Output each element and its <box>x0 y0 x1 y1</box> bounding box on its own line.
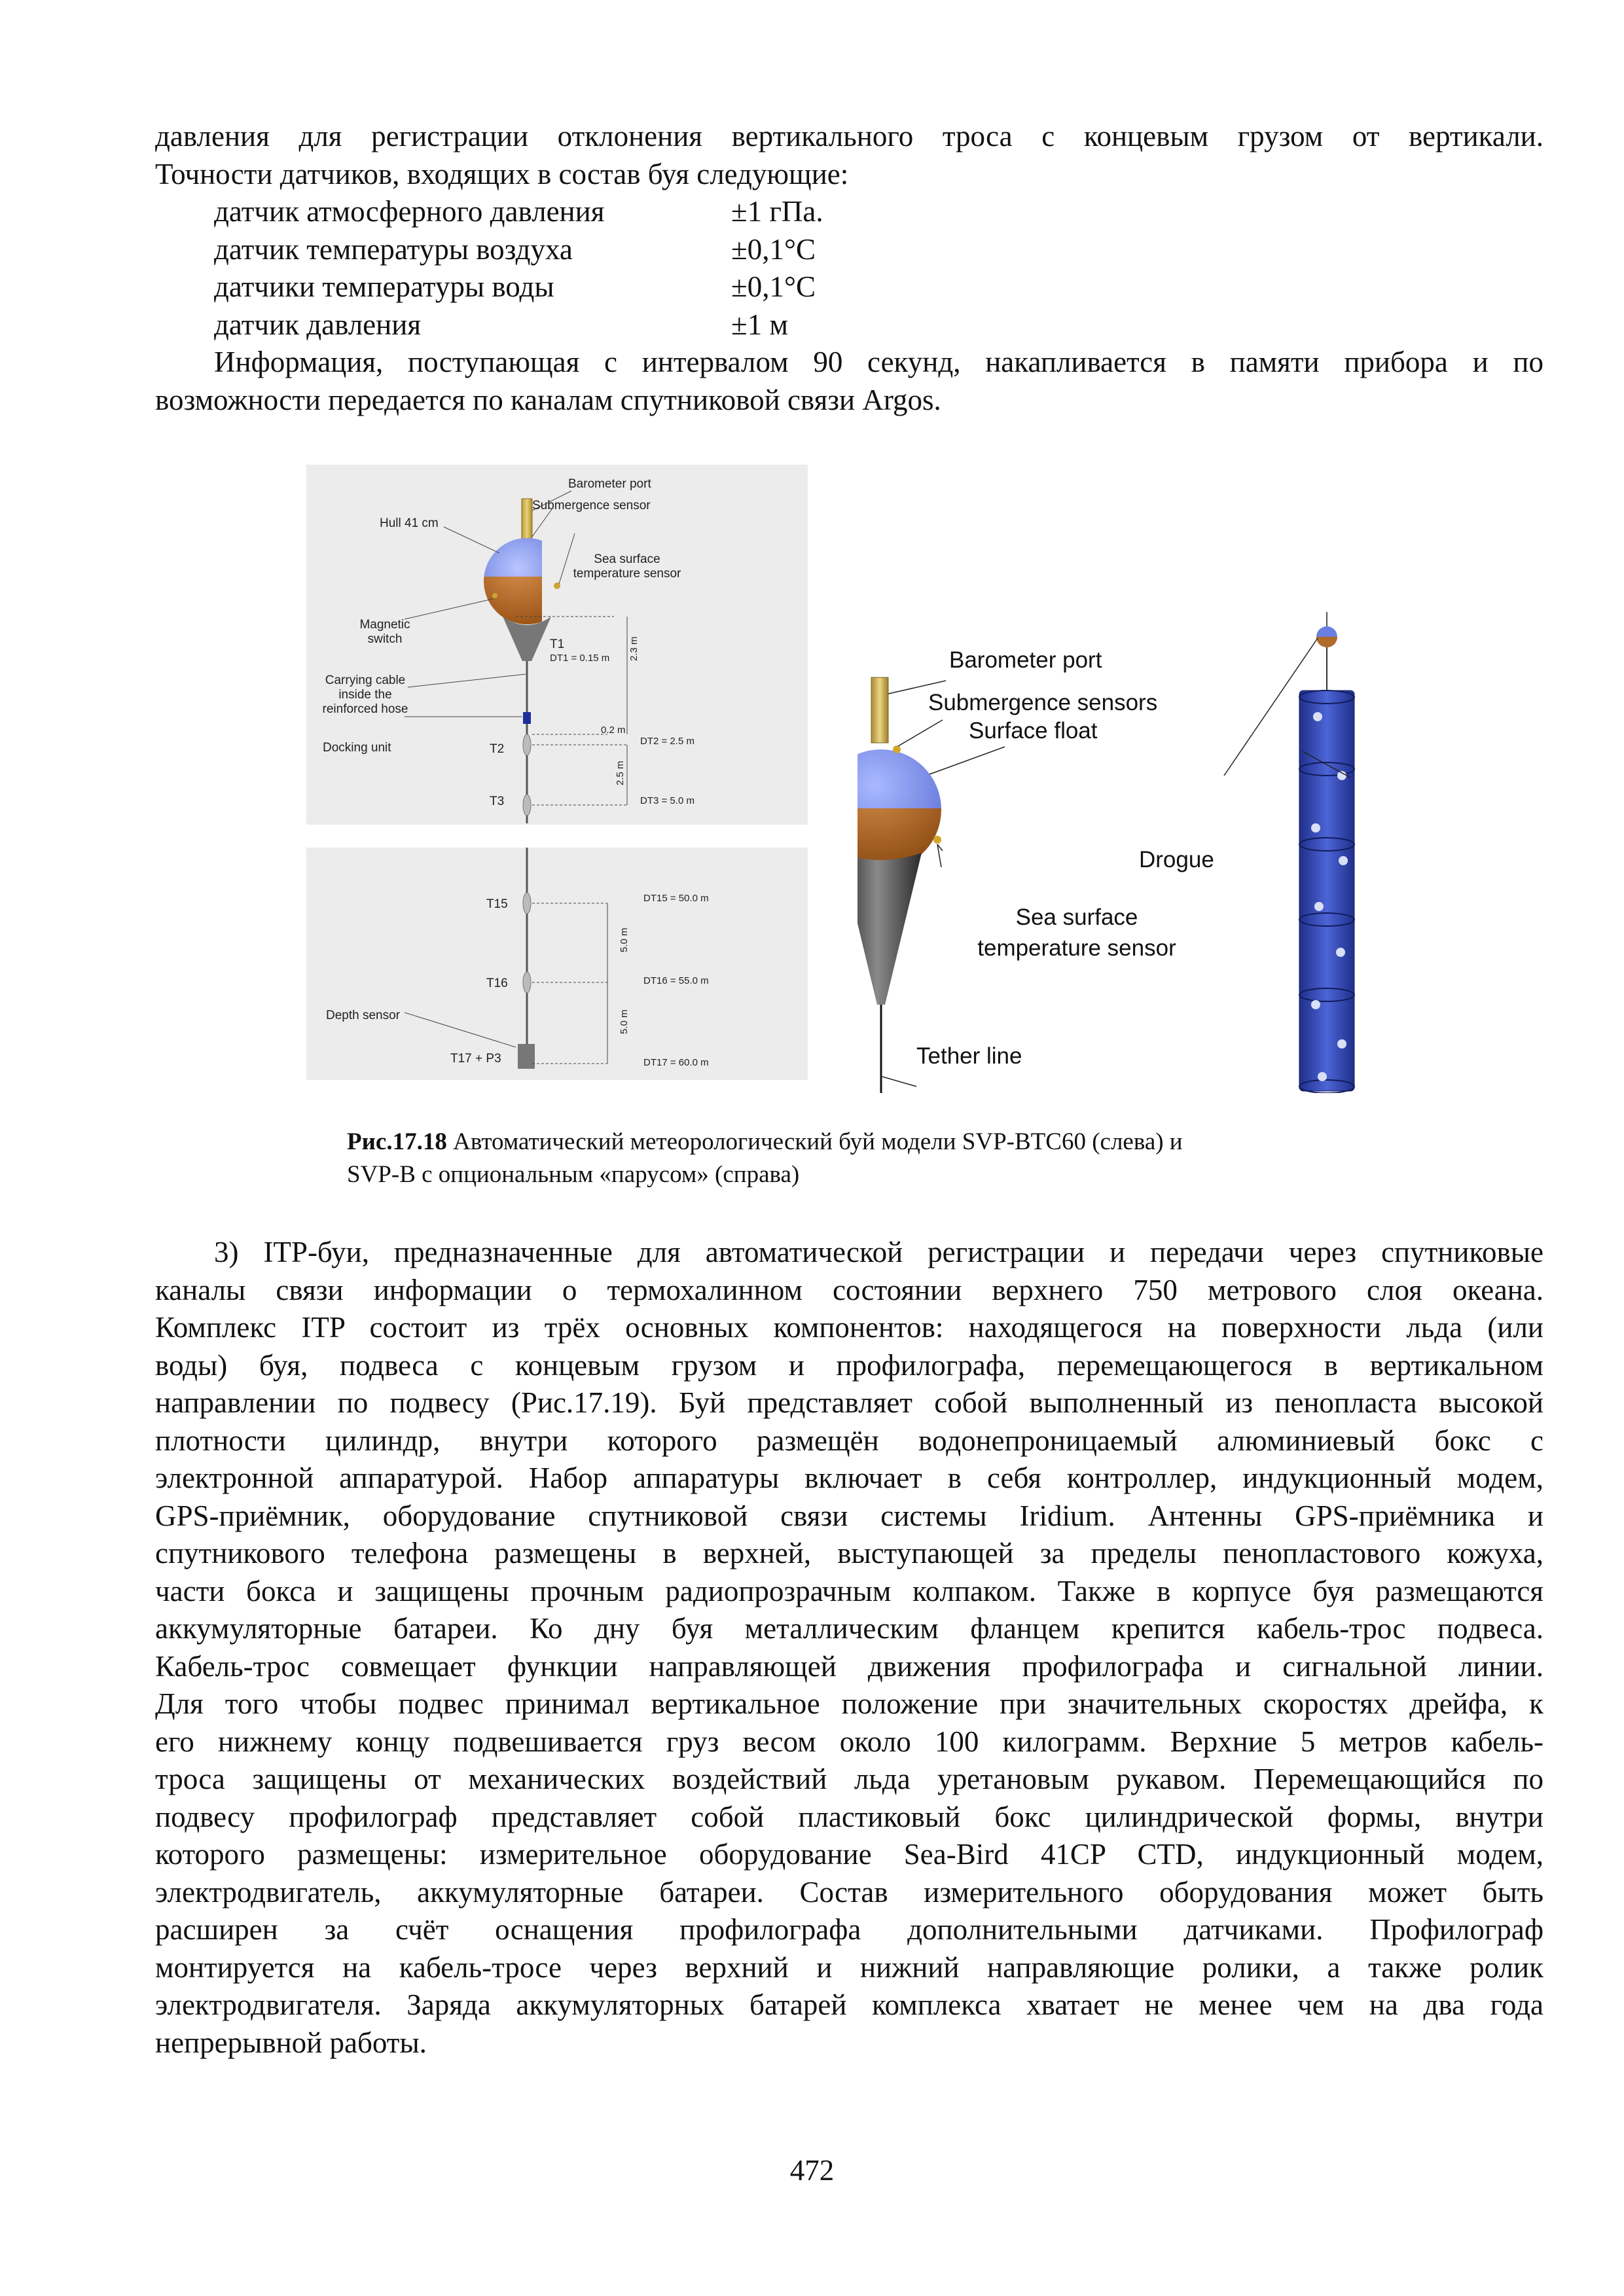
label-submergence-sensors: Submergence sensors <box>928 690 1158 715</box>
info-line: Информация, поступающая с интервалом 90 секунд, накапливается в памяти прибора и по <box>214 346 1543 378</box>
leader-depth-sensor <box>405 1013 516 1047</box>
submergence-sensor-dot <box>893 745 901 753</box>
sensor-t16 <box>523 972 531 993</box>
paragraph-line: Для того чтобы подвес принимал вертикальное положение при значительных скоростях дрейфа, к <box>155 1687 1543 1720</box>
intro-text <box>155 118 1543 419</box>
sensor-t2 <box>523 734 531 755</box>
svp-b-drifter-diagram <box>857 612 1404 1093</box>
sensor-accuracy: ±1 гПа. <box>731 195 823 228</box>
leader-tether <box>882 1077 916 1086</box>
paragraph-line: расширен за счёт оснащения профилографа дополнительными датчиками. Профилограф <box>155 1913 1543 1946</box>
label-t17: T17 + P3 <box>450 1052 501 1066</box>
leader-surface-float <box>929 747 1005 774</box>
label-dim-50b: 5.0 m <box>619 1009 630 1034</box>
label-docking-unit: Docking unit <box>323 741 391 755</box>
label-carrying-3: reinforced hose <box>322 702 408 716</box>
label-sst-2: temperature sensor <box>977 935 1176 961</box>
buoy-diagram-lower <box>306 848 808 1080</box>
caption-label: Рис.17.18 <box>347 1128 447 1155</box>
sensor-t3 <box>523 795 531 816</box>
label-dt3: DT3 = 5.0 m <box>640 795 695 806</box>
sensor-accuracy: ±1 м <box>731 308 788 341</box>
label-drogue: Drogue <box>1139 847 1214 872</box>
paragraph-line: его нижнему концу подвешивается груз весом около 100 килограмм. Верхние 5 метров кабель- <box>155 1725 1543 1758</box>
paragraph-line: подвесу профилограф представляет собой пластиковый бокс цилиндрической формы, внутри <box>155 1800 1543 1833</box>
sensor-accuracy: ±0,1°C <box>731 270 816 303</box>
paragraph-line: воды) буя, подвеса с концевым грузом и профилографа, перемещающегося в вертикальном <box>155 1348 1543 1382</box>
leader-submergence <box>898 720 943 746</box>
label-dt15: DT15 = 50.0 m <box>643 893 709 904</box>
label-dim-23: 2.3 m <box>628 636 640 661</box>
sensor-name: датчик атмосферного давления <box>214 195 605 228</box>
label-magnetic-1: Magnetic <box>359 618 410 632</box>
info-line: возможности передается по каналам спутниковой связи Argos. <box>155 383 941 416</box>
paragraph-line: 3) ITP-буи, предназначенные для автоматической регистрации и передачи через спутниковые <box>214 1236 1543 1268</box>
drogue-cylinder <box>1299 691 1354 1091</box>
buoy-diagram-upper <box>306 465 808 825</box>
label-carrying-2: inside the <box>338 688 392 702</box>
sensor-row <box>155 268 1543 306</box>
sensor-name: датчик температуры воздуха <box>214 232 573 266</box>
paragraph-line: каналы связи информации о термохалинном состоянии верхнего 750 метрового слоя океана. <box>155 1273 1543 1306</box>
drifter-float-bottom <box>1316 637 1337 647</box>
label-dim-50a: 5.0 m <box>619 927 630 952</box>
label-dt16: DT16 = 55.0 m <box>643 975 709 986</box>
paragraph-line: части бокса и защищены прочным радиопрозрачным колпаком. Также в корпусе буя размещаются <box>155 1574 1543 1607</box>
label-hull: Hull 41 cm <box>380 516 439 530</box>
paragraph-line: непрерывной работы. <box>155 2026 427 2059</box>
intro-line: давления для регистрации отклонения вертикального троса с концевым грузом от вертикали. <box>155 120 1543 152</box>
label-surface-float: Surface float <box>969 718 1098 744</box>
label-t2: T2 <box>490 742 505 756</box>
label-dt2: DT2 = 2.5 m <box>640 736 695 747</box>
paragraph-line: плотности цилиндр, внутри которого размещён водонепроницаемый алюминиевый бокс с <box>155 1424 1543 1457</box>
caption-text-line2: SVP-B с опциональным «парусом» (справа) <box>347 1161 800 1188</box>
label-carrying-1: Carrying cable <box>325 673 406 687</box>
barometer-mast <box>871 677 888 743</box>
paragraph-line: электронной аппаратурой. Набор аппаратуры включает в себя контроллер, индукционный модем, <box>155 1462 1543 1494</box>
paragraph-line: монтируется на кабель-тросе через верхний и нижний направляющие ролики, а также ролик <box>155 1950 1543 1984</box>
label-dim-02: 0.2 m <box>601 725 626 736</box>
buoy-cone <box>857 853 922 1005</box>
paragraph-line: Кабель-трос совмещает функции направляющей движения профилографа и сигнальной линии. <box>155 1649 1543 1683</box>
label-tether-line: Tether line <box>916 1043 1022 1069</box>
docking-unit-block <box>523 712 531 724</box>
depth-sensor-body <box>518 1044 535 1069</box>
leader-hull <box>444 527 499 553</box>
sst-sensor-dot <box>933 836 941 844</box>
label-barometer-port: Barometer port <box>949 647 1102 673</box>
intro-line: Точности датчиков, входящих в состав буя следующие: <box>155 157 849 190</box>
sensor-row <box>155 306 1543 344</box>
label-dt1: DT1 = 0.15 m <box>550 653 610 664</box>
label-barometer-port: Barometer port <box>568 477 651 491</box>
paragraph-line: Комплекс ITP состоит из трёх основных компонентов: находящегося на поверхности льда (или <box>155 1311 1543 1344</box>
paragraph-line: троса защищены от механических воздействий льда уретановым рукавом. Перемещающийся по <box>155 1763 1543 1795</box>
label-sst-1: Sea surface <box>1015 905 1138 930</box>
sensor-name: датчик давления <box>214 308 422 341</box>
label-t15: T15 <box>486 897 508 911</box>
paragraph-line: спутникового телефона размещены в верхней, выступающей за пределы пенопластового кожуха, <box>155 1537 1543 1570</box>
label-depth-sensor: Depth sensor <box>326 1009 401 1022</box>
paragraph-line: которого размещены: измерительное оборудование Sea-Bird 41CP CTD, индукционный модем, <box>155 1838 1543 1871</box>
leader-carrying <box>408 674 526 687</box>
figure-caption <box>347 1126 1394 1191</box>
sensor-row <box>155 231 1543 269</box>
paragraph-line: направлении по подвесу (Рис.17.19). Буй представляет собой выполненный из пенопласта высокой <box>155 1386 1543 1419</box>
leader-magnetic <box>405 599 493 619</box>
label-submergence-sensor: Submergence sensor <box>532 499 651 512</box>
magnetic-switch-dot <box>492 593 497 598</box>
label-sst-2: temperature sensor <box>573 567 681 581</box>
paragraph-line: электродвигателя. Заряда аккумуляторных батарей комплекса хватает не менее чем на два года <box>155 1988 1543 2021</box>
sensor-t15 <box>523 893 531 914</box>
paragraph-line: аккумуляторные батареи. Ко дну буя металлическим фланцем крепится кабель-трос подвеса. <box>155 1612 1543 1645</box>
label-t1: T1 <box>550 637 565 651</box>
sensor-row <box>155 193 1543 231</box>
page-number: 472 <box>789 2154 835 2187</box>
paragraph-line: GPS-приёмник, оборудование спутниковой связи системы Iridium. Антенны GPS-приёмника и <box>155 1499 1543 1532</box>
paragraph-line: электродвигатель, аккумуляторные батареи. Состав измерительного оборудования может быть <box>155 1875 1543 1909</box>
sensor-name: датчики температуры воды <box>214 270 554 303</box>
label-sst-1: Sea surface <box>594 552 660 566</box>
leader-submergence <box>532 509 552 537</box>
label-t16: T16 <box>486 977 508 990</box>
label-dt17: DT17 = 60.0 m <box>643 1057 709 1068</box>
leader-sst <box>559 533 575 584</box>
label-dim-25: 2.5 m <box>615 761 626 785</box>
label-t3: T3 <box>490 795 505 808</box>
label-magnetic-2: switch <box>367 632 403 646</box>
itp-paragraph <box>155 1234 1543 2062</box>
sensor-accuracy: ±0,1°C <box>731 232 816 266</box>
caption-text: Автоматический метеорологический буй модели SVP-BTC60 (слева) и <box>446 1128 1183 1155</box>
